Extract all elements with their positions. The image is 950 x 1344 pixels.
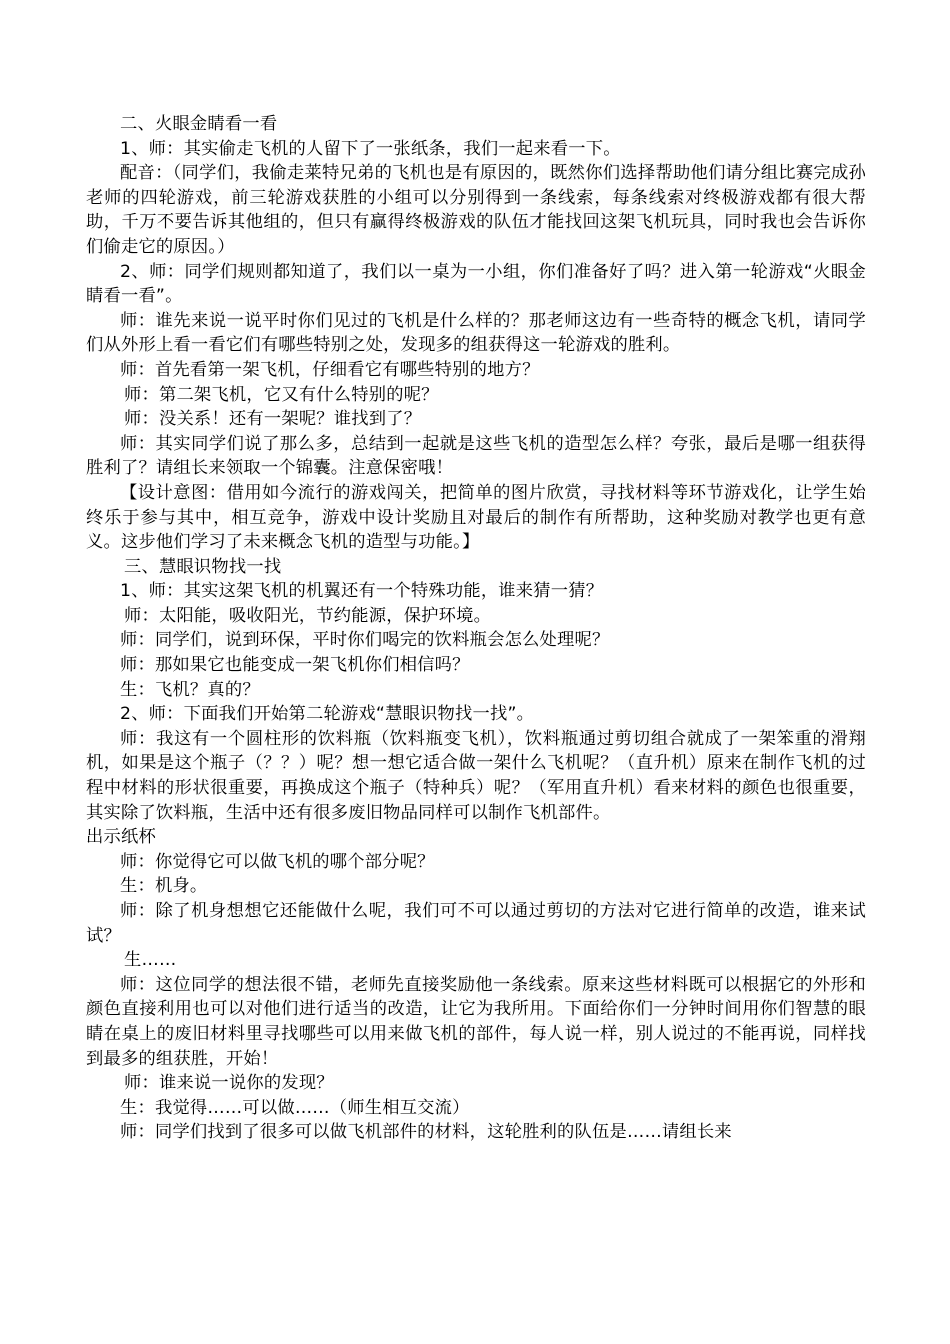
paragraph: 师：除了机身想想它还能做什么呢，我们可不可以通过剪切的方法对它进行简单的改造，谁来试试？ [86,901,866,946]
paragraph: 生：我觉得……可以做……（师生相互交流） [120,1097,470,1118]
paragraph: 师：同学们找到了很多可以做飞机部件的材料，这轮胜利的队伍是……请组长来 [120,1122,732,1143]
paragraph: 出示纸杯 [86,827,156,848]
document-body [86,112,866,1145]
paragraph: 师：谁先来说一说平时你们见过的飞机是什么样的？那老师这边有一些奇特的概念飞机，请同学们从外形上看一看它们有哪些特别之处，发现多的组获得这一轮游戏的胜利。 [86,310,866,356]
paragraph: 师：太阳能，吸收阳光，节约能源，保护环境。 [124,605,492,626]
paragraph: 师：首先看第一架飞机，仔细看它有哪些特别的地方？ [120,359,540,380]
paragraph: 【设计意图：借用如今流行的游戏闯关，把简单的图片欣赏，寻找材料等环节游戏化，让学生始终乐于参与其中，相互竞争，游戏中设计奖励且对最后的制作有所帮助，这种奖励对教学也更有意义。这步他们学习了未来概念飞机的造型与功能。】 [86,482,866,553]
paragraph: 师：其实同学们说了那么多，总结到一起就是这些飞机的造型怎么样？夸张，最后是哪一组获得胜利了？请组长来领取一个锦囊。注意保密哦！ [86,433,866,479]
paragraph: 师：同学们，说到环保，平时你们喝完的饮料瓶会怎么处理呢？ [120,630,610,651]
paragraph: 师：你觉得它可以做飞机的哪个部分呢？ [120,851,435,872]
paragraph: 师：第二架飞机，它又有什么特别的呢？ [124,384,439,405]
paragraph: 2、师：下面我们开始第二轮游戏“慧眼识物找一找”。 [120,704,535,725]
paragraph: 师：那如果它也能变成一架飞机你们相信吗？ [120,655,470,676]
paragraph: 1、师：其实这架飞机的机翼还有一个特殊功能，谁来猜一猜？ [120,581,604,602]
paragraph: 生：机身。 [120,876,208,897]
paragraph: 二、火眼金睛看一看 [120,114,278,134]
paragraph: 师：这位同学的想法很不错，老师先直接奖励他一条线索。原来这些材料既可以根据它的外形和颜色直接利用也可以对他们进行适当的改造，让它为我所用。下面给你们一分钟时间用你们智慧的眼睛在桌上的废旧材料里寻找哪些可以用来做飞机的部件，每人说一样，别人说过的不能再说，同样找到最多的组获胜，开始！ [86,974,866,1069]
paragraph: 师：我这有一个圆柱形的饮料瓶（饮料瓶变飞机），饮料瓶通过剪切组合就成了一架笨重的滑翔机，如果是这个瓶子（？？）呢？想一想它适合做一架什么飞机呢？（直升机）原来在制作飞机的过程中材料的形状很重要，再换成这个瓶子（特种兵）呢？（军用直升机）看来材料的颜色也很重要，其实除了饮料瓶，生活中还有很多废旧物品同样可以制作飞机部件。 [86,728,866,823]
paragraph: 生：飞机？真的？ [120,679,260,700]
paragraph: 生…… [124,950,177,971]
paragraph: 师：谁来说一说你的发现？ [124,1073,334,1094]
paragraph: 三、慧眼识物找一找 [124,556,282,577]
paragraph: 师：没关系！还有一架呢？谁找到了？ [124,409,422,430]
paragraph: 配音：（同学们，我偷走莱特兄弟的飞机也是有原因的，既然你们选择帮助他们请分组比赛完成孙老师的四轮游戏，前三轮游戏获胜的小组可以分别得到一条线索，每条线索对终极游戏都有很大帮助，千万不要告诉其他组的，但只有赢得终极游戏的队伍才能找回这架飞机玩具，同时我也会告诉你们偷走它的原因。） [86,163,866,257]
paragraph: 2、师：同学们规则都知道了，我们以一桌为一小组，你们准备好了吗？进入第一轮游戏“火眼金睛看一看”。 [86,261,866,307]
paragraph: 1、师：其实偷走飞机的人留下了一张纸条，我们一起来看一下。 [120,138,621,159]
